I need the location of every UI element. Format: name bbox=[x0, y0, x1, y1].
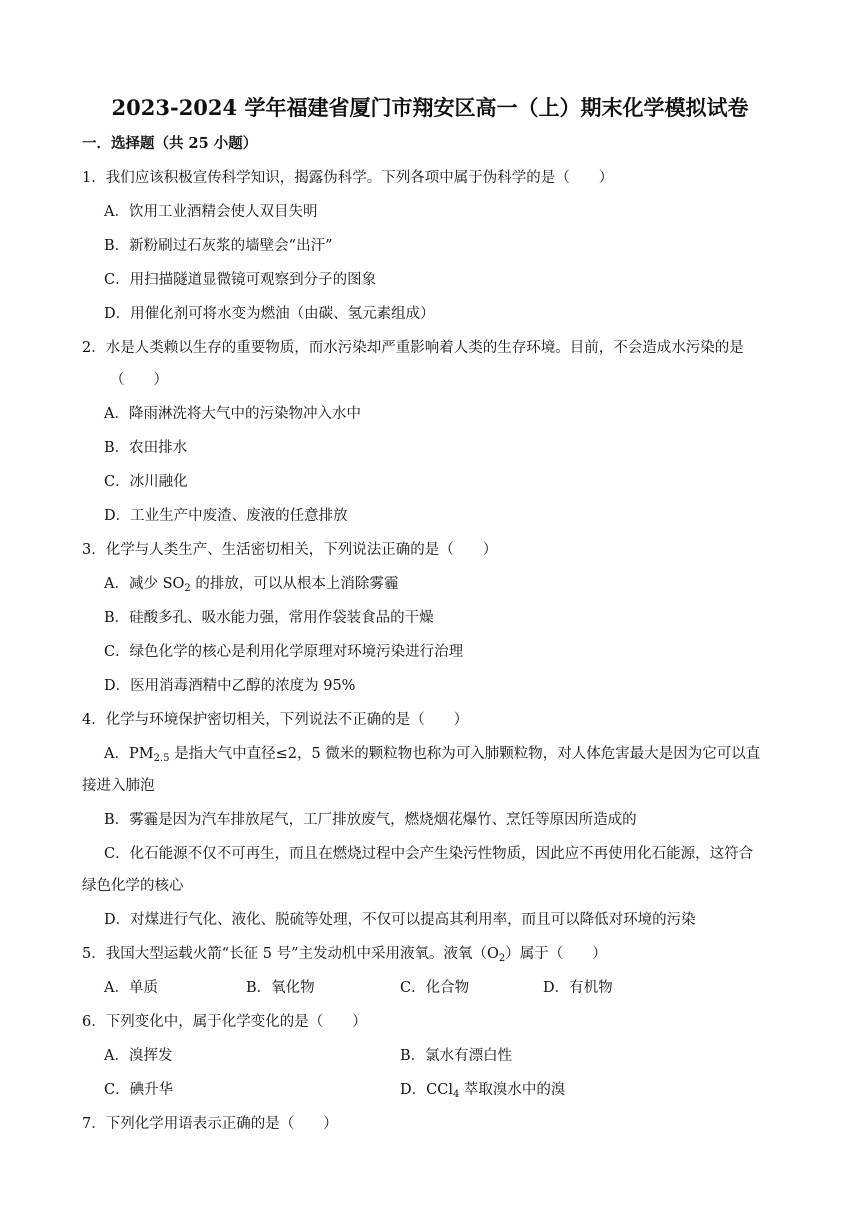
question-5-stem bbox=[82, 944, 607, 964]
question-4-option-a bbox=[104, 744, 760, 764]
question-3-option-a bbox=[104, 574, 398, 594]
option-text: 是指大气中直径≤2，5 微米的颗粒物也称为可入肺颗粒物，对人体危害最大是因为它可以直 bbox=[169, 746, 761, 762]
question-3-option-c: C．绿色化学的核心是利用化学原理对环境污染进行治理 bbox=[104, 644, 464, 660]
option-text: D．CCl bbox=[400, 1082, 453, 1098]
question-6-option-c: C．碘升华 bbox=[104, 1082, 174, 1098]
question-3-option-d: D．医用消毒酒精中乙醇的浓度为 95% bbox=[104, 678, 356, 694]
question-4-option-c: C．化石能源不仅不可再生，而且在燃烧过程中会产生染污性物质，因此应不再使用化石能源，这符合 bbox=[104, 846, 754, 862]
question-2-option-a: A．降雨淋洗将大气中的污染物冲入水中 bbox=[104, 406, 361, 422]
question-6-option-d bbox=[400, 1080, 565, 1100]
question-3-option-b: B．硅酸多孔、吸水能力强，常用作袋装食品的干燥 bbox=[104, 610, 434, 626]
question-4-stem: 4．化学与环境保护密切相关，下列说法不正确的是（ ） bbox=[82, 712, 469, 728]
question-6-stem: 6．下列变化中，属于化学变化的是（ ） bbox=[82, 1014, 367, 1030]
stem-text: 5．我国大型运载火箭“长征 5 号”主发动机中采用液氧。液氧（O bbox=[82, 946, 499, 962]
question-1-stem: 1．我们应该积极宣传科学知识，揭露伪科学。下列各项中属于伪科学的是（ ） bbox=[82, 170, 614, 186]
option-text: A．减少 SO bbox=[104, 576, 185, 592]
question-3-stem: 3．化学与人类生产、生活密切相关，下列说法正确的是（ ） bbox=[82, 542, 498, 558]
question-2-stem: 2．水是人类赖以生存的重要物质，而水污染却严重影响着人类的生存环境。目前，不会造成水污染的是 bbox=[82, 340, 744, 356]
option-text: A．PM bbox=[104, 746, 154, 762]
question-2-option-d: D．工业生产中废渣、废液的任意排放 bbox=[104, 508, 348, 524]
question-2-option-b: B．农田排水 bbox=[104, 440, 188, 456]
question-5-option-d: D．有机物 bbox=[543, 980, 613, 996]
stem-text: ）属于（ ） bbox=[505, 946, 607, 962]
question-1-option-b: B．新粉刷过石灰浆的墙壁会“出汗” bbox=[104, 238, 333, 254]
subscript: 4 bbox=[452, 1089, 460, 1100]
subscript: 2 bbox=[184, 583, 191, 594]
section-heading: 一．选择题（共 25 小题） bbox=[82, 135, 258, 152]
page-title: 2023-2024 学年福建省厦门市翔安区高一（上）期末化学模拟试卷 bbox=[111, 95, 749, 120]
option-text: 的排放，可以从根本上消除雾霾 bbox=[190, 576, 399, 592]
question-2-option-c: C．冰川融化 bbox=[104, 474, 188, 490]
subscript: 2.5 bbox=[153, 753, 170, 764]
question-7-stem: 7．下列化学用语表示正确的是（ ） bbox=[82, 1116, 338, 1132]
option-text: 萃取溴水中的溴 bbox=[459, 1082, 566, 1098]
question-5-option-c: C．化合物 bbox=[400, 980, 470, 996]
question-5-option-b: B．氧化物 bbox=[246, 980, 315, 996]
question-6-option-a: A．溴挥发 bbox=[104, 1048, 173, 1064]
question-4-option-a-continuation: 接进入肺泡 bbox=[82, 778, 155, 794]
question-6-option-b: B．氯水有漂白性 bbox=[400, 1048, 513, 1064]
question-5-option-a: A．单质 bbox=[104, 980, 158, 996]
question-1-option-a: A．饮用工业酒精会使人双目失明 bbox=[104, 204, 318, 220]
question-1-option-c: C．用扫描隧道显微镜可观察到分子的图象 bbox=[104, 272, 377, 288]
question-1-option-d: D．用催化剂可将水变为燃油（由碳、氢元素组成） bbox=[104, 306, 435, 322]
question-2-stem-continuation: （ ） bbox=[110, 372, 168, 388]
question-4-option-b: B．雾霾是因为汽车排放尾气，工厂排放废气，燃烧烟花爆竹、烹饪等原因所造成的 bbox=[104, 812, 637, 828]
subscript: 2 bbox=[498, 953, 506, 964]
question-4-option-d: D．对煤进行气化、液化、脱硫等处理，不仅可以提高其利用率，而且可以降低对环境的污染 bbox=[104, 912, 696, 928]
question-4-option-c-continuation: 绿色化学的核心 bbox=[82, 878, 184, 894]
